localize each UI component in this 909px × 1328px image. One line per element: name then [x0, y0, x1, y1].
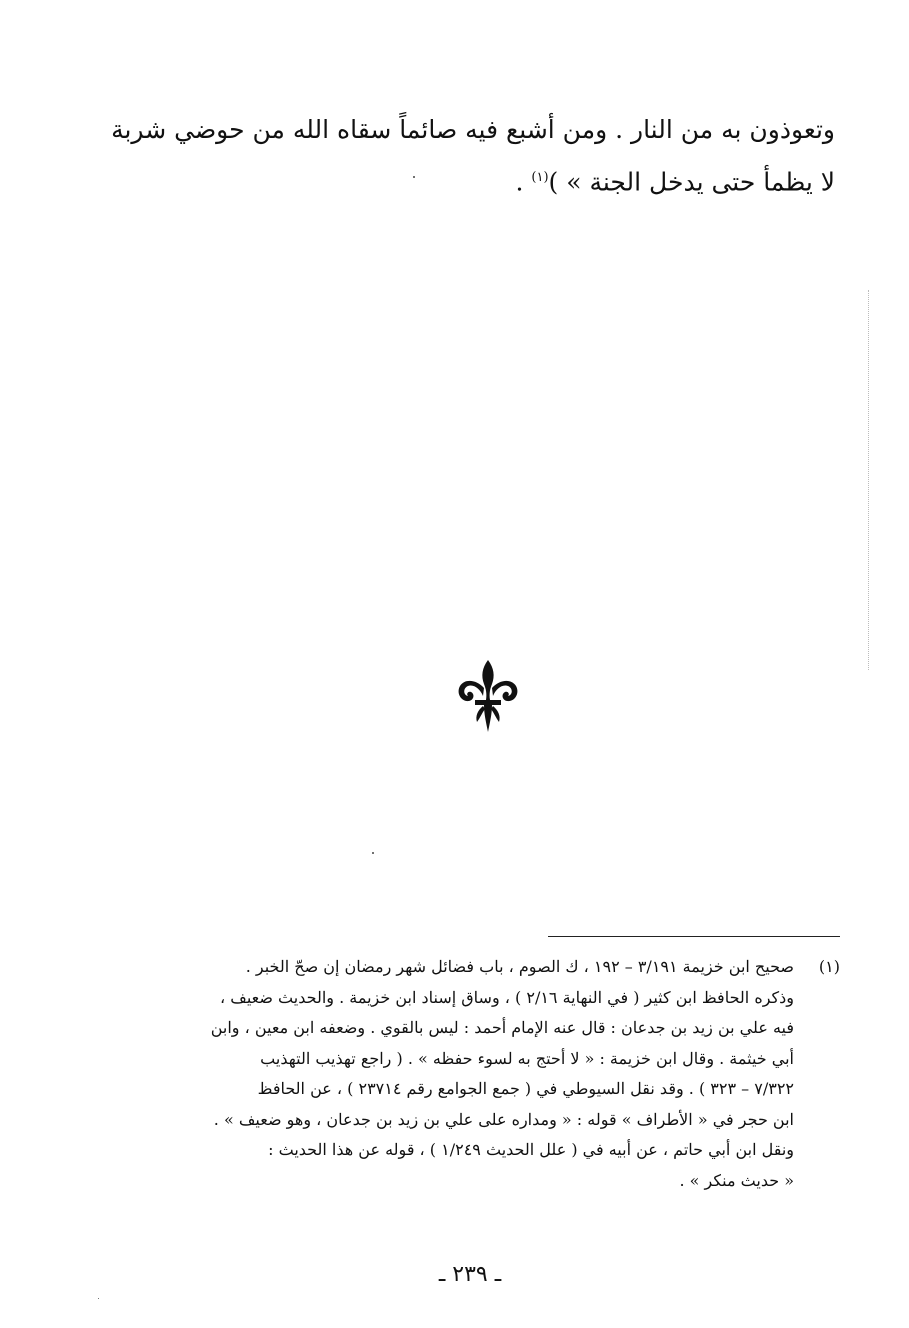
footnote-number: (١) [818, 957, 840, 976]
scan-speck [413, 176, 415, 178]
main-text-line-2 [135, 154, 835, 206]
footnote-line-8: « حديث منكر » . [679, 1170, 794, 1190]
main-text-block [111, 106, 835, 206]
footnote-line-4: أبي خيثمة . وقال ابن خزيمة : « لا أحتج به لسوء حفظه » . ( راجع تهذيب التهذيب [260, 1048, 794, 1068]
footnote-block [148, 952, 840, 1196]
main-text-line-2-body: لا يظمأ حتى يدخل الجنة » ) [548, 167, 835, 197]
footnote-reference: (١) [531, 170, 549, 185]
footnote-body [148, 952, 794, 1196]
scan-edge-artifact [868, 290, 871, 670]
scan-speck [372, 852, 374, 854]
footnote-separator-rule [548, 936, 840, 937]
scan-speck [98, 1298, 99, 1299]
main-text-line-1: وتعوذون به من النار . ومن أشبع فيه صائماً سقاه الله من حوضي شربة [111, 115, 835, 144]
fleur-de-lis-ornament-icon [455, 658, 521, 734]
main-text-line-2-end: . [515, 167, 532, 197]
footnote-line-6: ابن حجر في « الأطراف » قوله : « ومداره على علي بن زيد بن جدعان ، وهو ضعيف » . [213, 1109, 794, 1129]
footnote-line-5: ٧/٣٢٢ – ٣٢٣ ) . وقد نقل السيوطي في ( جمع الجوامع رقم ٢٣٧١٤ ) ، عن الحافظ [257, 1079, 794, 1098]
footnote-line-2: وذكره الحافظ ابن كثير ( في النهاية ٢/١٦ ) ، وساق إسناد ابن خزيمة . والحديث ضعيف ، [220, 987, 794, 1007]
page-number: ـ ٢٣٩ ـ [438, 1262, 502, 1287]
footnote-line-1: صحيح ابن خزيمة ٣/١٩١ – ١٩٢ ، ك الصوم ، باب فضائل شهر رمضان إن صحّ الخبر . [245, 957, 794, 976]
footnote-line-3: فيه علي بن زيد بن جدعان : قال عنه الإمام أحمد : ليس بالقوي . وضعفه ابن معين ، وابن [210, 1018, 794, 1037]
footnote-line-7: ونقل ابن أبي حاتم ، عن أبيه في ( علل الحديث ١/٢٤٩ ) ، قوله عن هذا الحديث : [268, 1140, 794, 1159]
